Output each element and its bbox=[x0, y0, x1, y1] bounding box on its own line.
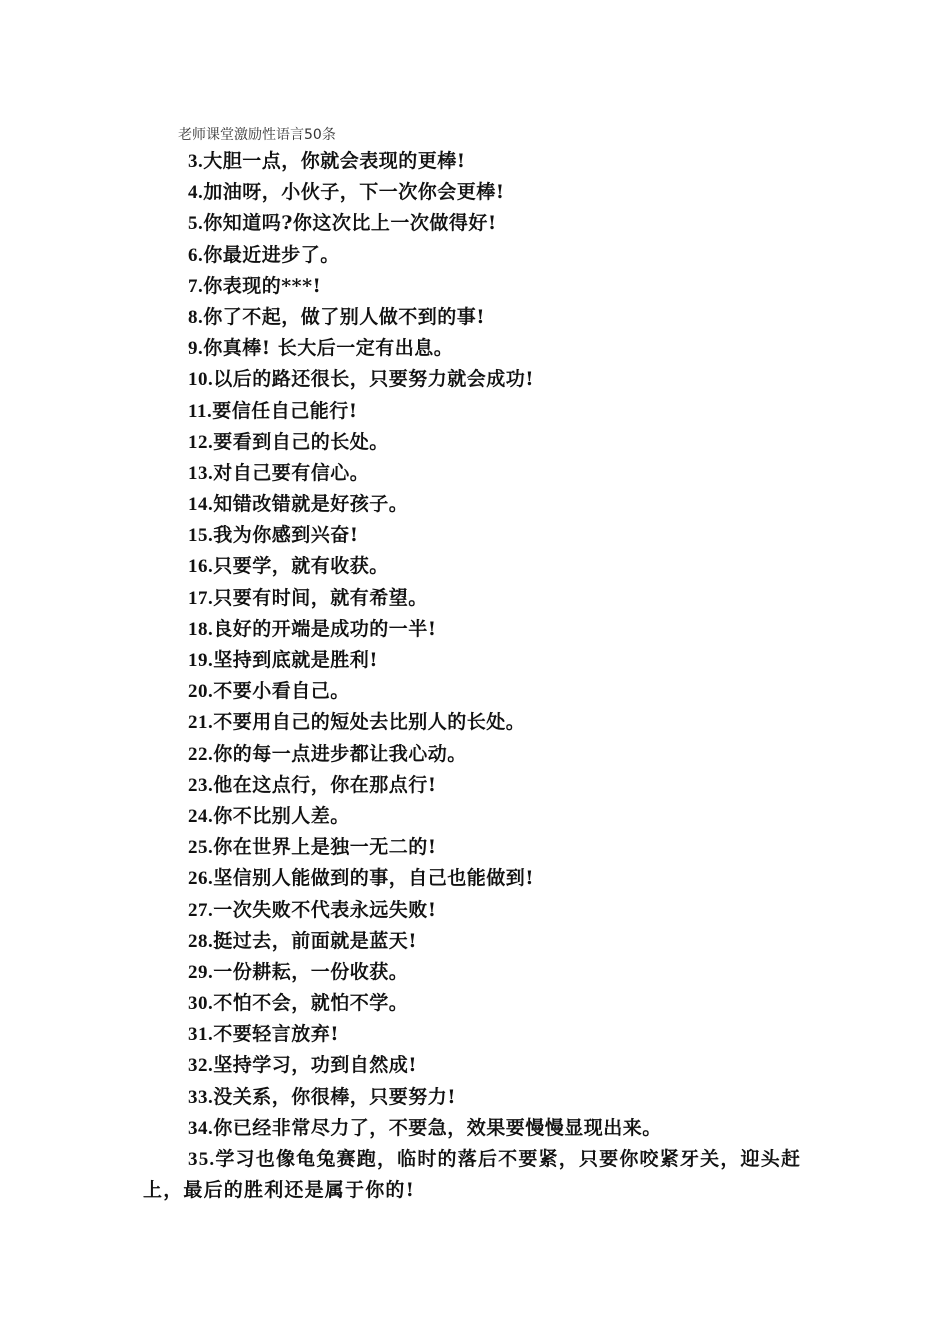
list-item bbox=[143, 832, 803, 863]
item-number: 27. bbox=[188, 899, 214, 921]
item-text: 知错改错就是好孩子。 bbox=[213, 493, 409, 516]
item-number: 4. bbox=[188, 182, 204, 204]
list-item bbox=[143, 1113, 803, 1144]
item-text: 要信任自己能行! bbox=[212, 399, 358, 422]
item-number: 8. bbox=[188, 306, 204, 328]
item-text: 只要有时间，就有希望。 bbox=[213, 586, 428, 609]
list-item bbox=[143, 863, 803, 894]
list-item bbox=[143, 333, 803, 364]
list-item bbox=[143, 676, 803, 707]
list-item bbox=[143, 271, 803, 302]
item-text: 不怕不会，就怕不学。 bbox=[213, 992, 409, 1015]
item-number: 22. bbox=[188, 743, 214, 765]
item-number: 14. bbox=[188, 494, 214, 516]
list-item bbox=[143, 957, 803, 988]
item-text: 我为你感到兴奋! bbox=[213, 524, 359, 547]
item-text: 你表现的***! bbox=[203, 274, 322, 297]
item-text: 大胆一点，你就会表现的更棒! bbox=[203, 150, 466, 172]
list-item bbox=[143, 396, 803, 427]
list-item bbox=[143, 458, 803, 489]
item-number: 18. bbox=[188, 618, 214, 640]
document-header: 老师课堂激励性语言50条 bbox=[178, 127, 336, 143]
item-text: 只要学，就有收获。 bbox=[213, 555, 389, 578]
list-item bbox=[143, 302, 803, 333]
item-number: 11. bbox=[188, 400, 213, 422]
list-item bbox=[143, 926, 803, 957]
item-text: 一份耕耘，一份收获。 bbox=[213, 960, 409, 983]
item-text: 你在世界上是独一无二的! bbox=[213, 836, 437, 859]
item-number: 20. bbox=[188, 681, 214, 703]
item-number: 26. bbox=[188, 868, 214, 890]
item-text: 你最近进步了。 bbox=[203, 243, 340, 266]
list-item bbox=[143, 364, 803, 395]
list-item bbox=[143, 1050, 803, 1081]
item-text: 坚持学习，功到自然成! bbox=[213, 1054, 418, 1077]
item-number: 23. bbox=[188, 774, 214, 796]
list-item bbox=[143, 551, 803, 582]
item-number: 9. bbox=[188, 338, 204, 360]
list-item bbox=[143, 583, 803, 614]
item-number: 13. bbox=[188, 462, 214, 484]
item-number: 30. bbox=[188, 993, 214, 1015]
item-number: 33. bbox=[188, 1086, 214, 1108]
item-text: 你不比别人差。 bbox=[213, 804, 350, 827]
item-number: 12. bbox=[188, 431, 214, 453]
encouragement-list bbox=[143, 146, 803, 1206]
item-text: 良好的开端是成功的一半! bbox=[213, 617, 437, 640]
list-item bbox=[143, 707, 803, 738]
list-item bbox=[143, 895, 803, 926]
item-number: 21. bbox=[188, 712, 214, 734]
item-text: 你真棒! 长大后一定有出息。 bbox=[203, 337, 454, 360]
item-number: 25. bbox=[188, 837, 214, 859]
list-item bbox=[143, 520, 803, 551]
item-number: 29. bbox=[188, 961, 214, 983]
item-number: 19. bbox=[188, 650, 214, 671]
list-item bbox=[143, 645, 803, 676]
list-item bbox=[143, 1082, 803, 1113]
item-number: 34. bbox=[188, 1117, 214, 1139]
item-text: 没关系，你很棒，只要努力! bbox=[213, 1085, 457, 1108]
item-text: 你已经非常尽力了，不要急，效果要慢慢显现出来。 bbox=[213, 1116, 662, 1139]
item-number: 28. bbox=[188, 930, 214, 952]
list-item bbox=[143, 489, 803, 520]
item-text: 学习也像龟兔赛跑，临时的落后不要紧，只要你咬紧牙关，迎头赶上，最后的胜利还是属于你的! bbox=[143, 1148, 802, 1202]
item-text: 不要小看自己。 bbox=[213, 680, 350, 703]
item-number: 17. bbox=[188, 587, 214, 609]
item-text: 对自己要有信心。 bbox=[213, 461, 370, 484]
item-number: 31. bbox=[188, 1024, 214, 1046]
list-item bbox=[143, 146, 803, 177]
item-number: 24. bbox=[188, 805, 214, 827]
list-item bbox=[143, 614, 803, 645]
item-text: 要看到自己的长处。 bbox=[213, 430, 389, 453]
item-text: 挺过去，前面就是蓝天! bbox=[213, 929, 418, 952]
item-number: 32. bbox=[188, 1055, 214, 1077]
item-text: 你了不起，做了别人做不到的事! bbox=[203, 305, 486, 328]
item-text: 你的每一点进步都让我心动。 bbox=[213, 742, 467, 765]
item-text: 以后的路还很长，只要努力就会成功! bbox=[213, 368, 535, 391]
list-item bbox=[143, 427, 803, 458]
item-number: 35. bbox=[188, 1149, 216, 1170]
item-text: 不要用自己的短处去比别人的长处。 bbox=[213, 711, 526, 734]
item-text: 坚持到底就是胜利! bbox=[213, 649, 379, 671]
item-number: 16. bbox=[188, 556, 214, 578]
list-item bbox=[143, 208, 803, 239]
item-text: 加油呀，小伙子，下一次你会更棒! bbox=[203, 181, 505, 204]
item-text: 不要轻言放弃! bbox=[213, 1023, 340, 1046]
item-number: 3. bbox=[188, 151, 204, 172]
list-item bbox=[143, 1019, 803, 1050]
list-item bbox=[143, 801, 803, 832]
item-number: 15. bbox=[188, 525, 214, 547]
item-number: 6. bbox=[188, 244, 204, 266]
item-text: 一次失败不代表永远失败! bbox=[213, 898, 437, 921]
item-number: 10. bbox=[188, 369, 214, 391]
list-item bbox=[143, 739, 803, 770]
item-number: 5. bbox=[188, 213, 204, 235]
item-number: 7. bbox=[188, 275, 204, 297]
list-item bbox=[143, 1144, 803, 1206]
item-text: 他在这点行，你在那点行! bbox=[213, 773, 437, 796]
list-item bbox=[143, 988, 803, 1019]
item-text: 坚信别人能做到的事，自己也能做到! bbox=[213, 867, 535, 890]
list-item bbox=[143, 770, 803, 801]
item-text: 你知道吗?你这次比上一次做得好! bbox=[203, 212, 497, 235]
list-item bbox=[143, 240, 803, 271]
list-item bbox=[143, 177, 803, 208]
